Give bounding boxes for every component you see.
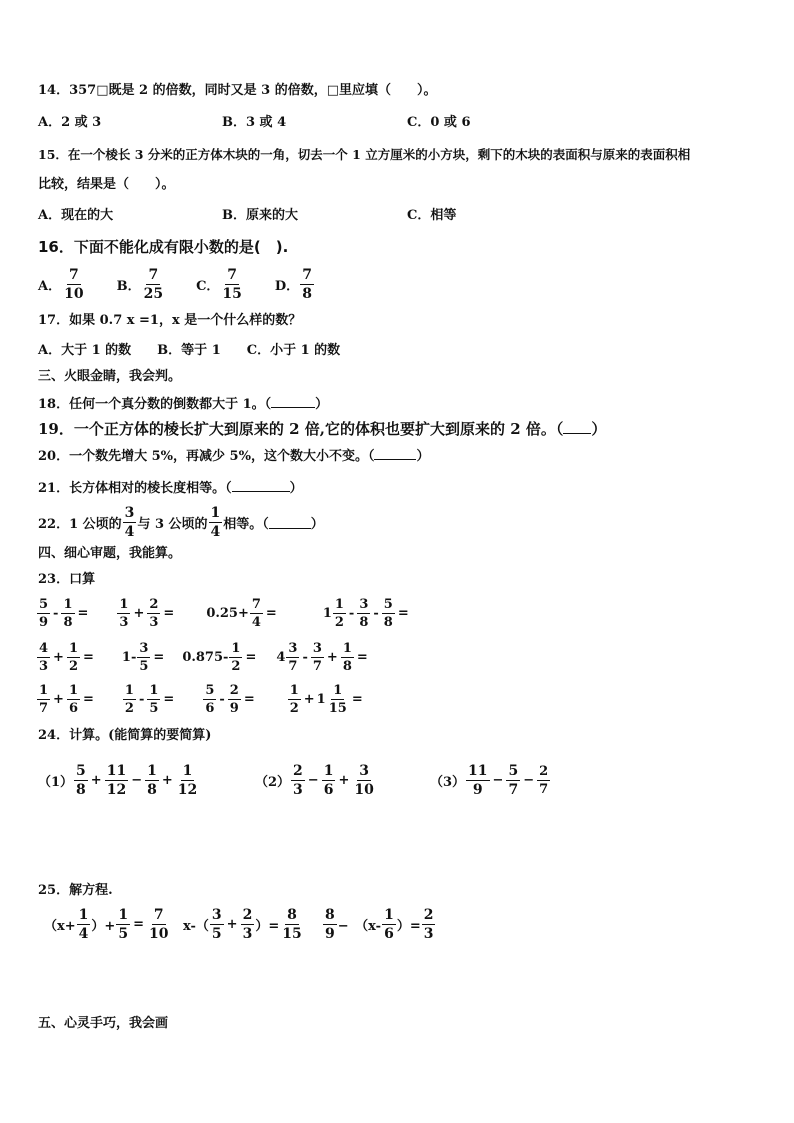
fraction	[176, 764, 199, 797]
numerator: 1	[334, 597, 344, 612]
q16-option-d-fraction	[300, 268, 314, 301]
numerator: 3	[139, 641, 149, 656]
numerator: 1	[323, 763, 334, 779]
denominator: 25	[143, 286, 164, 302]
fraction	[286, 642, 299, 673]
fraction	[37, 598, 50, 629]
q22	[38, 506, 324, 539]
q16-option-c-label: C．	[196, 279, 220, 294]
denominator: 9	[325, 926, 335, 942]
numerator: 1	[289, 683, 299, 698]
denominator: 7	[39, 701, 49, 716]
numerator: 7	[68, 267, 79, 283]
whole-part: 1	[316, 692, 326, 707]
numerator: 3	[312, 641, 322, 656]
close-paren: ）	[310, 517, 324, 532]
numerator: 2	[539, 764, 549, 779]
section-5-heading: 五、心灵手巧，我会画	[38, 1016, 169, 1031]
fraction	[352, 764, 375, 797]
fraction	[37, 684, 50, 715]
fraction	[229, 642, 242, 673]
numerator: 1	[119, 597, 129, 612]
fraction	[280, 908, 303, 941]
oral-calc-row-2: $\frac{4}{3}$ + $\frac{1}{2}$ = 1- $\frac{3}{5}$ = 0.875- $\frac{1}{2}$ = 4 $\frac{3}{7}$ - $\frac{3}{7}$ + $\frac{1}{8}$ =	[39, 641, 368, 674]
numerator: 1	[149, 683, 159, 698]
denominator: 2	[289, 701, 299, 716]
denominator: 4	[210, 524, 221, 540]
denominator: 5	[149, 701, 159, 716]
numerator: 11	[468, 763, 488, 779]
numerator: 3	[211, 907, 222, 923]
numerator: 4	[39, 641, 49, 656]
numerator: 1	[182, 763, 193, 779]
fraction	[291, 764, 305, 797]
denominator: 7	[288, 659, 298, 674]
decimal-term: 0.875-	[182, 650, 229, 665]
denominator: 8	[302, 286, 312, 302]
numerator: 2	[149, 597, 159, 612]
q15-stem-line1: 15．在一个棱长 3 分米的正方体木块的一角，切去一个 1 立方厘米的小方块，剩下的木块的表面积与原来的表面积相	[38, 147, 691, 162]
fraction	[341, 642, 354, 673]
denominator: 2	[231, 659, 241, 674]
answer-blank[interactable]	[563, 421, 591, 434]
q25-heading: 25．解方程.	[38, 883, 113, 898]
equation-1: （x+ $\frac{1}{4}$ ）+ $\frac{1}{5}$ = $\frac{7}{10}$	[44, 907, 169, 942]
denominator: 3	[149, 615, 159, 630]
numerator: 2	[229, 683, 239, 698]
q15-option-c: C．相等	[407, 208, 457, 223]
denominator: 10	[64, 286, 84, 302]
denominator: 4	[251, 615, 261, 630]
denominator: 8	[359, 615, 369, 630]
numerator: 2	[242, 907, 253, 923]
q20	[38, 447, 429, 466]
numerator: 1	[68, 683, 78, 698]
denominator: 5	[118, 926, 129, 942]
answer-blank[interactable]	[269, 516, 311, 529]
fraction	[466, 764, 489, 797]
q24-heading: 24．计算。(能简算的要简算)	[38, 728, 212, 743]
calc-expression-3: （3） $\frac{11}{9}$ − $\frac{5}{7}$ − $\frac{2}{7}$	[430, 763, 549, 798]
fraction	[288, 684, 301, 715]
denominator: 8	[342, 659, 352, 674]
fraction	[422, 908, 436, 941]
denominator: 15	[282, 926, 302, 942]
close-paren: ）	[416, 449, 430, 464]
fraction	[123, 684, 136, 715]
q14-option-c: C．0 或 6	[407, 115, 471, 130]
fraction	[241, 908, 255, 941]
numerator: 1	[68, 641, 78, 656]
numerator: 1	[147, 763, 157, 779]
q16-option-d-label: D．	[274, 279, 300, 294]
denominator: 5	[211, 926, 222, 942]
denominator: 8	[147, 782, 157, 798]
decimal-term: 0.25+	[206, 606, 249, 621]
close-paren-equals: ）=	[255, 919, 280, 934]
numerator: 7	[302, 267, 312, 283]
numerator: 2	[293, 763, 303, 779]
numerator: 1	[118, 907, 129, 923]
numerator: 11	[106, 763, 127, 779]
numerator: 1	[78, 907, 89, 923]
fraction	[105, 764, 128, 797]
minus-paren: − （x-	[337, 919, 382, 934]
q20-text: 20．一个数先增大 5%，再减少 5%，这个数大小不变。（	[38, 449, 375, 464]
q17-options: A．大于 1 的数 B．等于 1 C．小于 1 的数	[38, 343, 341, 358]
denominator: 8	[76, 782, 86, 798]
numerator: 1	[384, 907, 394, 923]
denominator: 4	[78, 926, 89, 942]
denominator: 7	[508, 782, 519, 798]
fraction	[147, 598, 160, 629]
denominator: 2	[124, 701, 134, 716]
whole-term: 1-	[121, 650, 137, 665]
close-paren-plus: ）+	[91, 919, 116, 934]
fraction	[322, 764, 336, 797]
numerator: 5	[508, 763, 519, 779]
fraction	[74, 764, 88, 797]
denominator: 8	[383, 615, 393, 630]
q17-stem: 17．如果 0.7 x =1，x 是一个什么样的数？	[38, 313, 302, 328]
denominator: 3	[423, 926, 434, 942]
q18-text: 18．任何一个真分数的倒数都大于 1。（	[38, 397, 272, 412]
fraction-3-4	[123, 506, 137, 539]
denominator: 15	[328, 701, 347, 716]
whole-part: 1	[322, 606, 332, 621]
numerator: 2	[423, 907, 434, 923]
answer-blank[interactable]	[271, 395, 315, 408]
fraction	[311, 642, 324, 673]
numerator: 7	[251, 597, 261, 612]
denominator: 3	[39, 659, 49, 674]
open-paren: （x+	[44, 919, 76, 934]
denominator: 3	[293, 782, 303, 798]
numerator: 1	[210, 505, 221, 521]
section-4-heading: 四、细心审题，我能算。	[38, 546, 182, 561]
numerator: 3	[359, 597, 369, 612]
q14-stem: 14．357□既是 2 的倍数，同时又是 3 的倍数，□里应填（ ）。	[38, 83, 437, 98]
q14-option-a: A．2 或 3	[38, 115, 102, 130]
numerator: 1	[124, 683, 134, 698]
fraction	[137, 642, 150, 673]
fraction	[506, 764, 520, 797]
numerator: 5	[39, 597, 49, 612]
close-paren: ）	[315, 397, 329, 412]
denominator: 7	[312, 659, 322, 674]
denominator: 5	[139, 659, 149, 674]
q16-option-a-label: A．	[38, 279, 62, 294]
q16-stem: 16．下面不能化成有限小数的是( ).	[38, 238, 289, 256]
numerator: 3	[124, 505, 135, 521]
answer-blank[interactable]	[374, 447, 416, 460]
numerator: 1	[333, 683, 343, 698]
oral-calc-row-3: $\frac{1}{7}$ + $\frac{1}{6}$ = $\frac{1}{2}$ - $\frac{1}{5}$ = $\frac{5}{6}$ - $\frac{2}{9}$ = $\frac{1}{2}$ + 1 $\frac{1}{15}$ =	[39, 683, 363, 716]
denominator: 3	[242, 926, 253, 942]
denominator: 8	[63, 615, 73, 630]
numerator: 3	[288, 641, 298, 656]
fraction	[145, 764, 159, 797]
fraction	[323, 908, 337, 941]
fraction	[327, 684, 349, 715]
fraction	[37, 642, 50, 673]
q22-mid: 与 3 公顷的	[137, 517, 208, 532]
oral-calc-row-1: $\frac{5}{9}$ - $\frac{1}{8}$ = $\frac{1}{3}$ + $\frac{2}{3}$ = 0.25+ $\frac{7}{4}$ = 1 $\frac{1}{2}$ - $\frac{3}{8}$ - $\frac{5}{8}$ =	[39, 597, 409, 630]
denominator: 12	[177, 782, 198, 798]
item-label: （1）	[38, 775, 74, 790]
fraction	[382, 908, 396, 941]
denominator: 15	[222, 286, 242, 302]
calc-expression-2: （2） $\frac{2}{3}$ − $\frac{1}{6}$ + $\frac{3}{10}$	[255, 763, 374, 798]
fraction	[67, 684, 80, 715]
numerator: 1	[39, 683, 49, 698]
denominator: 10	[354, 782, 374, 798]
q23-heading: 23．口算	[38, 572, 96, 587]
fraction	[537, 765, 550, 796]
numerator: 1	[342, 641, 352, 656]
calc-expression-1: （1） $\frac{5}{8}$ + $\frac{11}{12}$ − $\frac{1}{8}$ + $\frac{1}{12}$	[38, 763, 198, 798]
answer-blank[interactable]	[232, 479, 290, 492]
fraction	[357, 598, 370, 629]
denominator: 12	[106, 782, 127, 798]
q19	[38, 420, 606, 438]
numerator: 8	[287, 907, 297, 923]
q22-suffix: 相等。（	[223, 517, 269, 532]
fraction	[116, 908, 130, 941]
section-3-heading: 三、火眼金睛，我会判。	[38, 369, 182, 384]
denominator: 6	[68, 701, 78, 716]
denominator: 9	[39, 615, 49, 630]
numerator: 5	[76, 763, 86, 779]
fraction	[250, 598, 263, 629]
denominator: 2	[68, 659, 78, 674]
close-paren: ）	[591, 420, 607, 438]
q16-options	[38, 268, 315, 301]
q16-option-a-fraction	[62, 268, 85, 301]
equation-2: x-（ $\frac{3}{5}$ + $\frac{2}{3}$ ）= $\frac{8}{15}$	[183, 907, 302, 942]
fraction	[61, 598, 74, 629]
denominator: 3	[119, 615, 129, 630]
numerator: 7	[148, 267, 159, 283]
numerator: 7	[227, 267, 238, 283]
fraction	[67, 642, 80, 673]
q21	[38, 479, 303, 498]
close-paren-equals: ）=	[396, 919, 421, 934]
fraction-1-4	[209, 506, 223, 539]
fraction	[333, 598, 346, 629]
denominator: 10	[148, 926, 169, 942]
numerator: 8	[325, 907, 335, 923]
denominator: 9	[472, 782, 483, 798]
numerator: 1	[63, 597, 73, 612]
item-label: （3）	[430, 775, 466, 790]
item-label: （2）	[255, 775, 291, 790]
numerator: 1	[231, 641, 241, 656]
x-minus-paren: x-（	[183, 919, 209, 934]
q16-option-b-label: B．	[116, 279, 141, 294]
equation-3	[322, 908, 436, 941]
q15-option-b: B．原来的大	[222, 208, 298, 223]
q15-option-a: A．现在的大	[38, 208, 114, 223]
q16-option-b-fraction	[142, 268, 165, 301]
fraction	[382, 598, 395, 629]
fraction	[147, 684, 160, 715]
denominator: 7	[539, 782, 549, 797]
fraction	[77, 908, 91, 941]
q15-stem-line2: 比较，结果是（ ）。	[38, 177, 175, 192]
close-paren: ）	[289, 481, 303, 496]
q16-option-c-fraction	[220, 268, 243, 301]
denominator: 2	[334, 615, 344, 630]
numerator: 3	[359, 763, 369, 779]
numerator: 5	[383, 597, 393, 612]
denominator: 6	[205, 701, 215, 716]
fraction	[147, 908, 170, 941]
numerator: 7	[153, 907, 164, 923]
fraction	[117, 598, 130, 629]
denominator: 6	[384, 926, 394, 942]
fraction	[210, 908, 224, 941]
denominator: 6	[323, 782, 334, 798]
denominator: 4	[124, 524, 135, 540]
numerator: 5	[205, 683, 215, 698]
fraction	[203, 684, 216, 715]
q18	[38, 395, 328, 414]
q19-text: 19．一个正方体的棱长扩大到原来的 2 倍,它的体积也要扩大到原来的 2 倍。（	[38, 420, 564, 438]
q21-text: 21．长方体相对的棱长度相等。（	[38, 481, 232, 496]
q14-option-b: B．3 或 4	[222, 115, 287, 130]
fraction	[228, 684, 241, 715]
denominator: 9	[229, 701, 239, 716]
whole-part: 4	[276, 650, 286, 665]
q22-prefix: 22．1 公顷的	[38, 517, 122, 532]
